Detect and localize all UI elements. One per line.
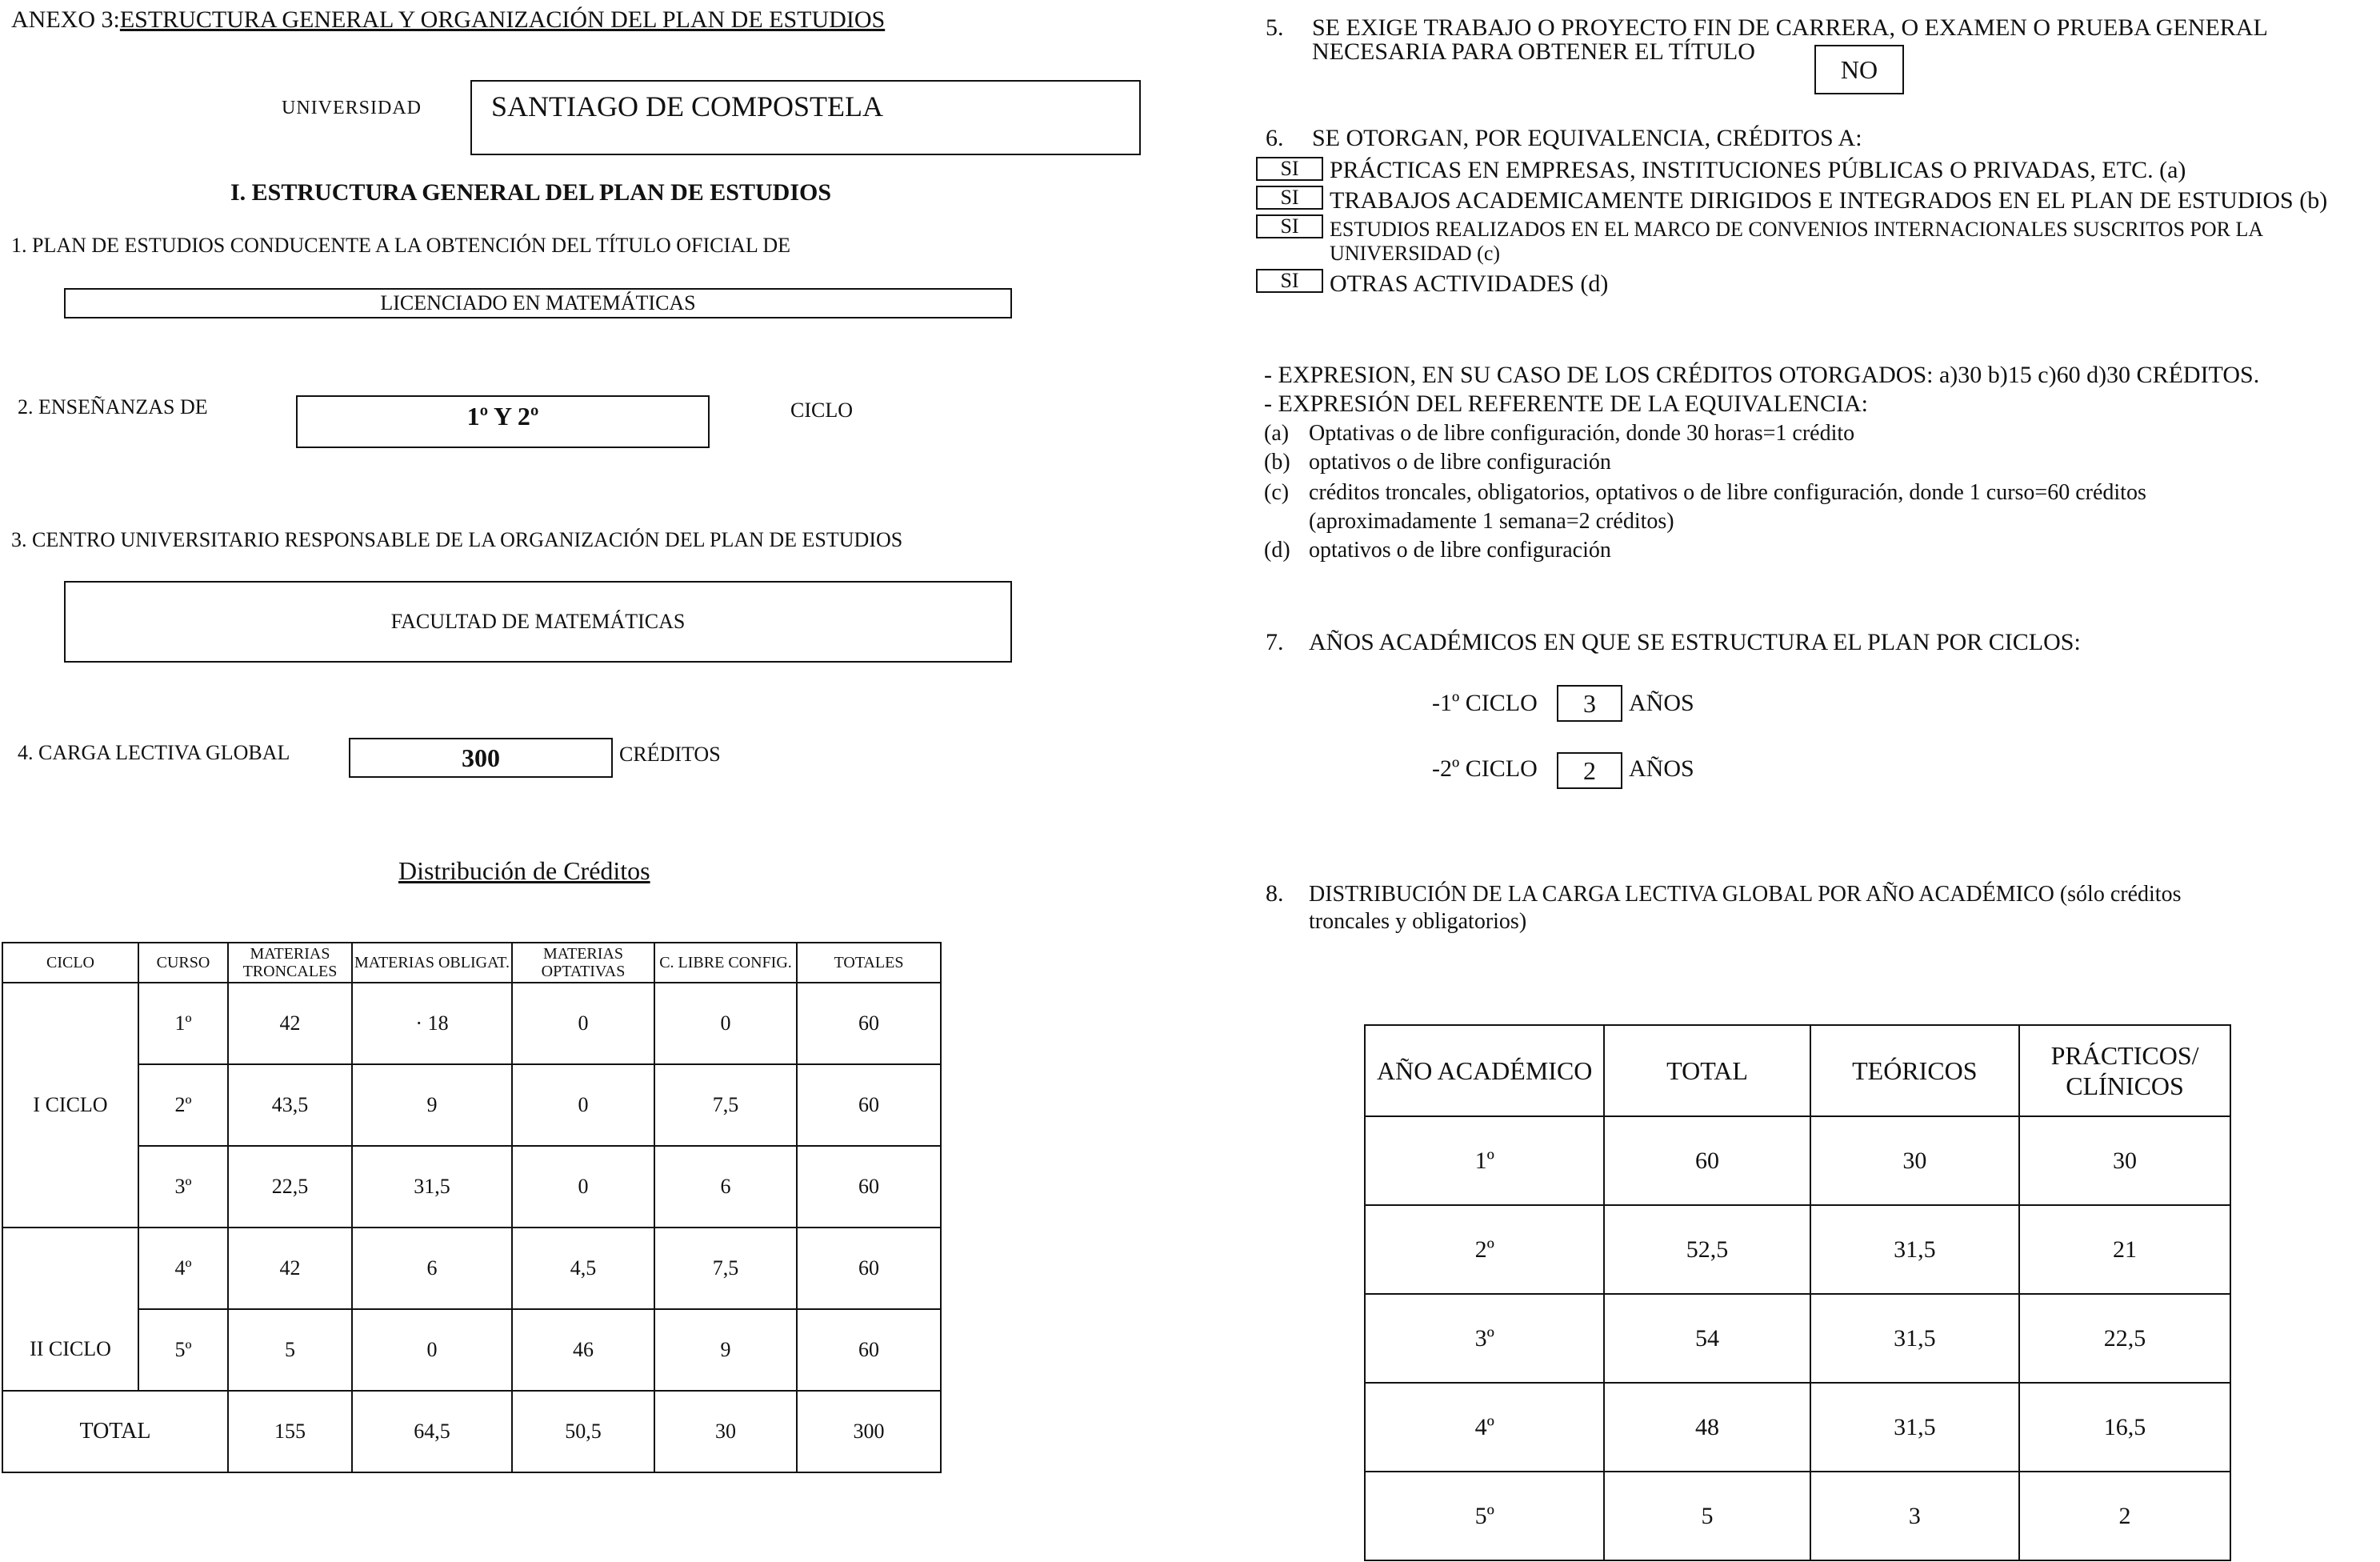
annex-prefix: ANEXO 3:	[11, 6, 120, 33]
header-curso: CURSO	[138, 943, 228, 983]
item5-line2: NECESARIA PARA OBTENER EL TÍTULO	[1312, 38, 1755, 65]
table-row	[1365, 1116, 2230, 1205]
item6-num: 6.	[1266, 125, 1284, 151]
option-a-text: PRÁCTICAS EN EMPRESAS, INSTITUCIONES PÚBLICAS O PRIVADAS, ETC. (a)	[1330, 157, 2186, 183]
item5-line1: SE EXIGE TRABAJO O PROYECTO FIN DE CARRERA, O EXAMEN O PRUEBA GENERAL	[1312, 14, 2268, 41]
teoricos-cell: 31,5	[1810, 1294, 2019, 1383]
item5-value-box	[1814, 45, 1904, 94]
cycle2-years-box	[1557, 752, 1622, 789]
totales-cell: 60	[797, 1228, 941, 1309]
expresion-referente: - EXPRESIÓN DEL REFERENTE DE LA EQUIVALENCIA:	[1264, 390, 1868, 417]
note-a-text: Optativas o de libre configuración, donde 30 horas=1 crédito	[1309, 421, 1855, 446]
option-a-mark: SI	[1256, 157, 1323, 181]
section1-title: I. ESTRUCTURA GENERAL DEL PLAN DE ESTUDIOS	[230, 179, 832, 206]
item3-value: FACULTAD DE MATEMÁTICAS	[390, 610, 686, 633]
header-troncales: MATERIAS TRONCALES	[228, 943, 352, 983]
item2-value-box	[296, 395, 710, 448]
note-d-key: (d)	[1264, 538, 1290, 563]
distribution-table	[2, 942, 942, 1473]
year-distribution-table	[1364, 1024, 2231, 1561]
header-libre: C. LIBRE CONFIG.	[654, 943, 797, 983]
total-cell: 5	[1604, 1472, 1810, 1560]
practicos-cell: 22,5	[2019, 1294, 2230, 1383]
table-row	[2, 1146, 941, 1228]
cycle1-years-value: 3	[1583, 688, 1596, 718]
header-totales: TOTALES	[797, 943, 941, 983]
year-cell: 2º	[1365, 1205, 1604, 1294]
practicos-cell: 21	[2019, 1205, 2230, 1294]
distribution-header-row	[2, 943, 941, 983]
libre-cell: 0	[654, 983, 797, 1064]
item1-value: LICENCIADO EN MATEMÁTICAS	[380, 291, 696, 314]
totales-cell: 60	[797, 1146, 941, 1228]
total-label: TOTAL	[2, 1391, 228, 1472]
note-a-key: (a)	[1264, 421, 1290, 446]
option-c-text2: UNIVERSIDAD (c)	[1330, 242, 1501, 265]
item5-num: 5.	[1266, 14, 1284, 41]
item5-value: NO	[1840, 54, 1878, 84]
university-box	[470, 80, 1141, 155]
item3-label: 3. CENTRO UNIVERSITARIO RESPONSABLE DE LA ORGANIZACIÓN DEL PLAN DE ESTUDIOS	[11, 528, 903, 551]
total-troncales: 155	[228, 1391, 352, 1472]
item7-label: AÑOS ACADÉMICOS EN QUE SE ESTRUCTURA EL PLAN POR CICLOS:	[1309, 629, 2081, 655]
obligat-cell: 0	[352, 1309, 512, 1391]
total-row	[2, 1391, 941, 1472]
libre-cell: 6	[654, 1146, 797, 1228]
teoricos-cell: 31,5	[1810, 1383, 2019, 1472]
cycle2-years-unit: AÑOS	[1629, 755, 1694, 782]
cycle1-years-label: -1º CICLO	[1432, 690, 1538, 716]
total-cell: 52,5	[1604, 1205, 1810, 1294]
libre-cell: 9	[654, 1309, 797, 1391]
header-year: AÑO ACADÉMICO	[1365, 1025, 1604, 1116]
troncales-cell: 42	[228, 1228, 352, 1309]
optativas-cell: 46	[512, 1309, 654, 1391]
table-row	[2, 1309, 941, 1391]
item2-label: 2. ENSEÑANZAS DE	[18, 395, 208, 419]
optativas-cell: 0	[512, 1146, 654, 1228]
total-cell: 60	[1604, 1116, 1810, 1205]
obligat-cell: 9	[352, 1064, 512, 1146]
option-b-text: TRABAJOS ACADEMICAMENTE DIRIGIDOS E INTEGRADOS EN EL PLAN DE ESTUDIOS (b)	[1330, 187, 2328, 214]
cycle2-years-label: -2º CICLO	[1432, 755, 1538, 782]
troncales-cell: 5	[228, 1309, 352, 1391]
total-cell: 54	[1604, 1294, 1810, 1383]
option-b-mark: SI	[1256, 186, 1323, 210]
totales-cell: 60	[797, 1064, 941, 1146]
expresion-creditos: - EXPRESION, EN SU CASO DE LOS CRÉDITOS OTORGADOS: a)30 b)15 c)60 d)30 CRÉDITOS.	[1264, 362, 2260, 388]
troncales-cell: 43,5	[228, 1064, 352, 1146]
year-cell: 5º	[1365, 1472, 1604, 1560]
year-header-row	[1365, 1025, 2230, 1116]
table-row	[2, 1064, 941, 1146]
item8-line2: troncales y obligatorios)	[1309, 909, 1527, 934]
optativas-cell: 0	[512, 983, 654, 1064]
cycle1-cell: I CICLO	[2, 983, 138, 1228]
total-obligat: 64,5	[352, 1391, 512, 1472]
totales-cell: 60	[797, 1309, 941, 1391]
annex-header	[11, 6, 885, 34]
cycle2-cell: II CICLO	[2, 1228, 138, 1391]
troncales-cell: 42	[228, 983, 352, 1064]
total-cell: 48	[1604, 1383, 1810, 1472]
option-d-text: OTRAS ACTIVIDADES (d)	[1330, 270, 1609, 297]
practicos-cell: 2	[2019, 1472, 2230, 1560]
table-row	[1365, 1205, 2230, 1294]
year-cell: 4º	[1365, 1383, 1604, 1472]
option-c-mark: SI	[1256, 214, 1323, 238]
item7-num: 7.	[1266, 629, 1284, 655]
item4-value-box	[349, 738, 613, 778]
item2-value: 1º Y 2º	[466, 402, 539, 431]
teoricos-cell: 31,5	[1810, 1205, 2019, 1294]
table-row	[1365, 1383, 2230, 1472]
header-teoricos: TEÓRICOS	[1810, 1025, 2019, 1116]
optativas-cell: 4,5	[512, 1228, 654, 1309]
obligat-cell: 31,5	[352, 1146, 512, 1228]
header-practicos: PRÁCTICOS/ CLÍNICOS	[2019, 1025, 2230, 1116]
curso-cell: 1º	[138, 983, 228, 1064]
year-cell: 3º	[1365, 1294, 1604, 1383]
option-c-text: ESTUDIOS REALIZADOS EN EL MARCO DE CONVENIOS INTERNACIONALES SUSCRITOS POR LA	[1330, 218, 2264, 241]
annex-title: ESTRUCTURA GENERAL Y ORGANIZACIÓN DEL PLAN DE ESTUDIOS	[119, 6, 886, 33]
header-ciclo: CICLO	[2, 943, 138, 983]
cycle1-years-box	[1557, 685, 1622, 722]
note-b-text: optativos o de libre configuración	[1309, 450, 1611, 475]
obligat-cell: · 18	[352, 983, 512, 1064]
note-c-key: (c)	[1264, 480, 1290, 505]
item4-label: 4. CARGA LECTIVA GLOBAL	[18, 741, 290, 764]
cycle2-years-value: 2	[1583, 755, 1596, 785]
university-value: SANTIAGO DE COMPOSTELA	[491, 90, 884, 122]
table-row	[1365, 1472, 2230, 1560]
curso-cell: 3º	[138, 1146, 228, 1228]
item4-suffix: CRÉDITOS	[619, 743, 721, 766]
optativas-cell: 0	[512, 1064, 654, 1146]
table-row	[2, 1228, 941, 1309]
obligat-cell: 6	[352, 1228, 512, 1309]
total-totales: 300	[797, 1391, 941, 1472]
total-libre: 30	[654, 1391, 797, 1472]
curso-cell: 2º	[138, 1064, 228, 1146]
note-c-text: créditos troncales, obligatorios, optativos o de libre configuración, donde 1 curso=60 créditos	[1309, 480, 2146, 505]
table-row	[2, 983, 941, 1064]
note-d-text: optativos o de libre configuración	[1309, 538, 1611, 563]
header-optativas: MATERIAS OPTATIVAS	[512, 943, 654, 983]
year-cell: 1º	[1365, 1116, 1604, 1205]
distribution-title: Distribución de Créditos	[398, 856, 650, 885]
item1-label: 1. PLAN DE ESTUDIOS CONDUCENTE A LA OBTENCIÓN DEL TÍTULO OFICIAL DE	[11, 234, 790, 257]
practicos-cell: 16,5	[2019, 1383, 2230, 1472]
item4-value: 300	[462, 743, 500, 772]
item8-line1: DISTRIBUCIÓN DE LA CARGA LECTIVA GLOBAL POR AÑO ACADÉMICO (sólo créditos	[1309, 882, 2182, 907]
total-optativas: 50,5	[512, 1391, 654, 1472]
header-total: TOTAL	[1604, 1025, 1810, 1116]
totales-cell: 60	[797, 983, 941, 1064]
item1-value-box	[64, 288, 1012, 318]
item2-suffix: CICLO	[790, 399, 853, 422]
note-b-key: (b)	[1264, 450, 1290, 475]
libre-cell: 7,5	[654, 1228, 797, 1309]
curso-cell: 4º	[138, 1228, 228, 1309]
teoricos-cell: 3	[1810, 1472, 2019, 1560]
option-d-mark: SI	[1256, 269, 1323, 293]
troncales-cell: 22,5	[228, 1146, 352, 1228]
note-c-text2: (aproximadamente 1 semana=2 créditos)	[1309, 509, 1674, 534]
libre-cell: 7,5	[654, 1064, 797, 1146]
item3-value-box	[64, 581, 1012, 663]
curso-cell: 5º	[138, 1309, 228, 1391]
cycle1-years-unit: AÑOS	[1629, 690, 1694, 716]
table-row	[1365, 1294, 2230, 1383]
item6-label: SE OTORGAN, POR EQUIVALENCIA, CRÉDITOS A:	[1312, 125, 1862, 151]
practicos-cell: 30	[2019, 1116, 2230, 1205]
header-obligat: MATERIAS OBLIGAT.	[352, 943, 512, 983]
teoricos-cell: 30	[1810, 1116, 2019, 1205]
item8-num: 8.	[1266, 880, 1284, 907]
university-label: UNIVERSIDAD	[282, 98, 422, 118]
